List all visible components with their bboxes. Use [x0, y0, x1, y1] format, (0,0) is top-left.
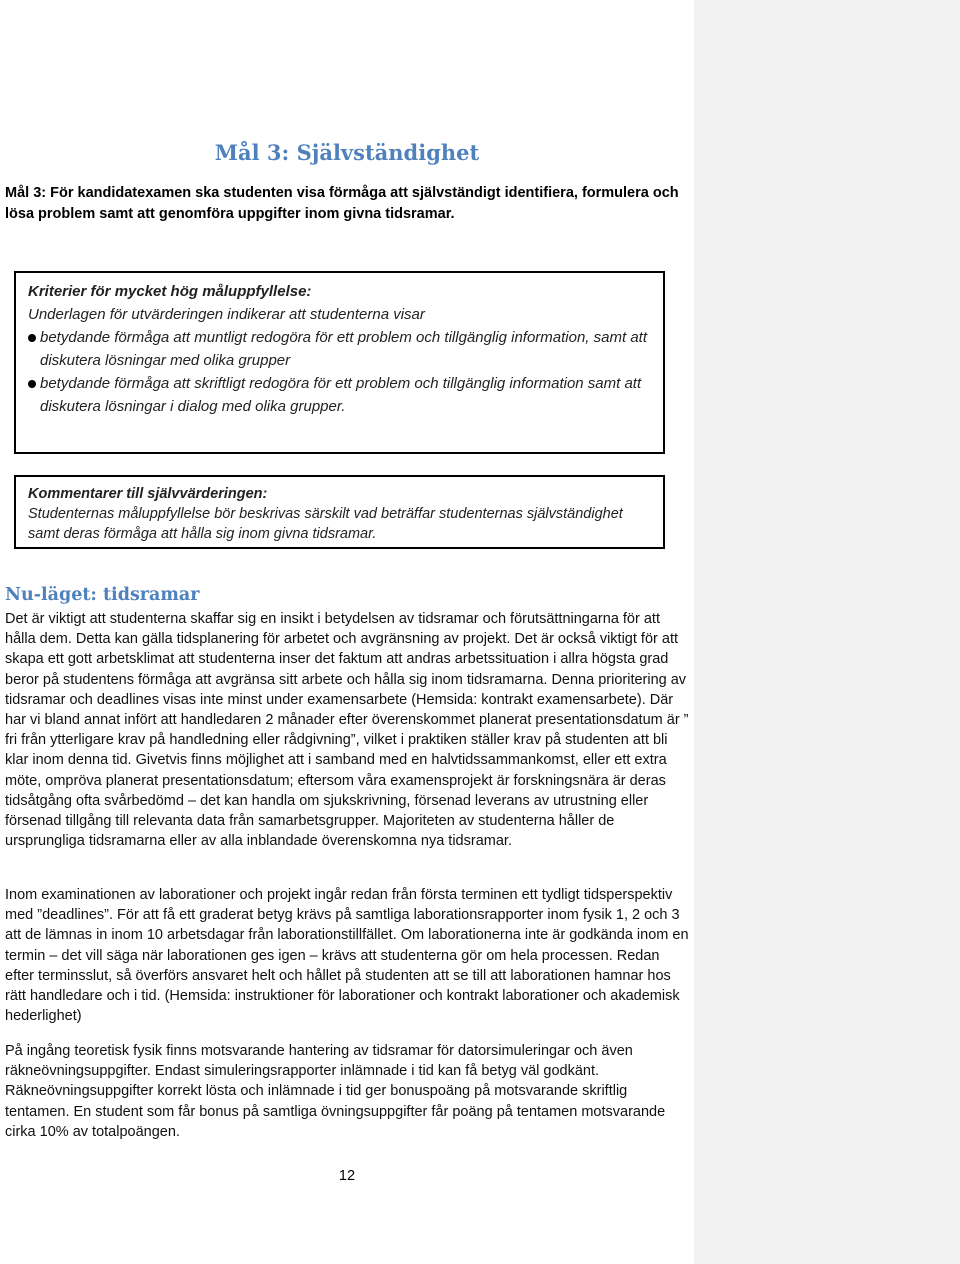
criteria-box: [14, 271, 665, 454]
criteria-bullet: [28, 372, 651, 418]
comment-heading: Kommentarer till självvärderingen:: [28, 486, 268, 502]
margin-panel: [694, 0, 960, 1264]
criteria-lead: Underlagen för utvärderingen indikerar att studenterna visar: [28, 306, 425, 323]
criteria-heading: Kriterier för mycket hög måluppfyllelse:: [28, 283, 312, 300]
page-title: Mål 3: Självständighet: [214, 140, 480, 165]
body-paragraph: Inom examinationen av laborationer och projekt ingår redan från första terminen ett tydligt tidsperspektiv med ”deadlines”. För att få ett graderat betyg krävs på samtliga laborationsrapporter inom fysik 1, 2 och 3 att de lämnas in inom 10 arbetsdagar från laborationstillfället. Om laborationerna inte är godkända inom en termin – det vill säga när laborationen ges igen – krävs att studenterna gör om hela processen. Redan efter terminsslut, så överförs ansvaret helt och hållet på studenten att se till att laborationen hamnar hos rätt handledare och i tid. (Hemsida: instruktioner för laborationer och kontrakt laborationer och akademisk hederlighet): [5, 887, 689, 1025]
goal-intro: Mål 3: För kandidatexamen ska studenten visa förmåga att självständigt identifiera, formulera och lösa problem samt att genomföra uppgifter inom givna tidsramar.: [5, 185, 679, 222]
body-paragraph: På ingång teoretisk fysik finns motsvarande hantering av tidsramar för datorsimuleringar och även räkneövningsuppgifter. Endast simuleringsrapporter inlämnade i tid kan få betyg väl godkänt. Räkneövningsuppgifter korrekt lösta och inlämnade i tid ger bonuspoäng på motsvarande skriftlig tentamen. En student som får bonus på samtliga övningsuppgifter får poäng på tentamen motsvarande cirka 10% av totalpoängen.: [5, 1043, 666, 1140]
criteria-bullet-text: betydande förmåga att skriftligt redogöra för ett problem och tillgänglig information samt att diskutera lösningar i dialog med olika grupper.: [40, 375, 642, 415]
body-paragraph: Det är viktigt att studenterna skaffar sig en insikt i betydelsen av tidsramar och förutsättningarna för att hålla dem. Detta kan gälla tidsplanering för arbetet och avgränsning av projekt. Det är också viktigt för att skapa ett gott arbetsklimat att studenterna inser det faktum att andras arbetssituation i allra högsta grad beror på studentens förmåga att avgränsa sitt arbete och hålla sig inom tidsramarna. Denna prioritering av tidsramar och deadlines visas inte minst under examensarbete (Hemsida: kontrakt examensarbete). Där har vi bland annat infört att handledaren 2 månader efter överenskommet planerat presentationsdatum är ” fri från ytterligare krav på handledning eller rådgivning”, vilket i praktiken ställer krav på studenten att bli klar inom denna tid. Givetvis finns möjlighet att i samband med en halvtidssammankomst, eller ett extra möte, ompröva planerat presentationsdatum; eftersom våra examensprojekt är forskningsnära är deras tidsåtgång ofta svårbedömd – det kan handla om sjukskrivning, försenad leverans av utrustning eller försenad tillgång till relevanta data från samarbetsgrupper. Majoriteten av studenterna håller de ursprungliga tidsramarna eller av alla inblandade överenskomna nya tidsramar.: [5, 611, 689, 850]
comment-text: Studenternas måluppfyllelse bör beskrivas särskilt vad beträffar studenternas självständighet samt deras förmåga att hålla sig inom givna tidsramar.: [28, 506, 623, 542]
criteria-bullet-text: betydande förmåga att muntligt redogöra för ett problem och tillgänglig information, samt att diskutera lösningar med olika grupper: [40, 329, 647, 369]
criteria-bullet: [28, 326, 651, 372]
comment-box: [14, 475, 665, 549]
bullet-icon: [28, 380, 36, 388]
page-number: 12: [338, 1168, 356, 1184]
section-title: Nu-läget: tidsramar: [5, 585, 200, 605]
bullet-icon: [28, 334, 36, 342]
